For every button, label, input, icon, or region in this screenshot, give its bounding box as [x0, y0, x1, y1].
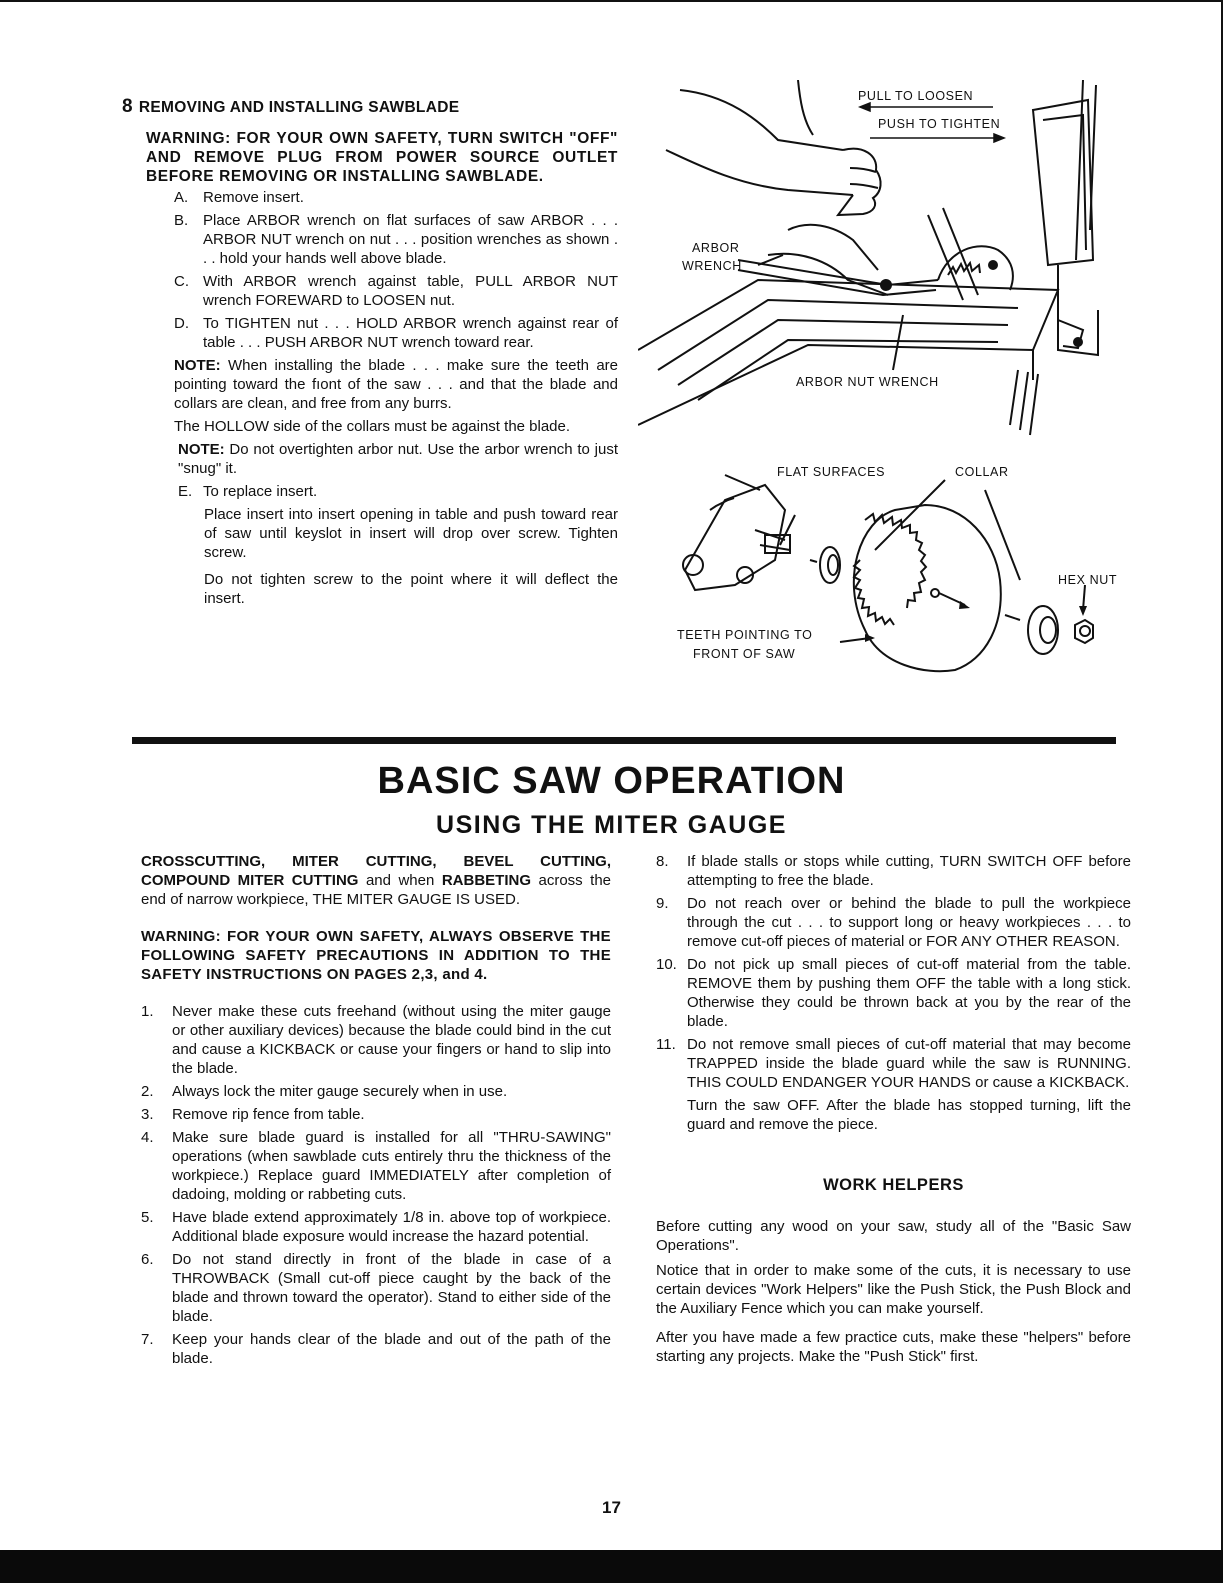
wrench-label: WRENCH: [682, 259, 742, 273]
push-to-tighten-label: PUSH TO TIGHTEN: [878, 117, 1001, 131]
step-text: To replace insert.: [203, 483, 318, 500]
arbor-nut-wrench-label: ARBOR NUT WRENCH: [796, 375, 939, 389]
hex-nut-label: HEX NUT: [1058, 573, 1118, 587]
teeth-pointing-label: TEETH POINTING TO: [677, 628, 813, 642]
step-label: B.: [174, 212, 189, 229]
step-text: With ARBOR wrench against table, PULL ARBOR NUT wrench FOREWARD to LOOSEN nut.: [203, 273, 618, 309]
section-title-text: REMOVING AND INSTALLING SAWBLADE: [138, 99, 460, 116]
right-column: [656, 852, 1131, 1372]
step-label: E.: [178, 483, 193, 500]
work-helpers-paragraph: Before cutting any wood on your saw, study all of the "Basic Saw Operations".: [656, 1218, 1131, 1254]
step-label: D.: [174, 315, 189, 332]
intro-text: across the end of narrow workpiece, THE MITER GAUGE IS USED.: [141, 872, 612, 908]
intro-bold: RABBETING: [441, 872, 531, 889]
step-label: C.: [174, 273, 189, 290]
item-text: Always lock the miter gauge securely when in use.: [172, 1083, 508, 1100]
collar-label: COLLAR: [955, 465, 1009, 479]
list-item: [141, 1128, 611, 1204]
list-item: [656, 1035, 1131, 1092]
intro-bold: CROSSCUTTING, MITER CUTTING, BEVEL CUTTING, COMPOUND MITER CUTTING: [141, 853, 611, 889]
step-c: [174, 272, 618, 310]
step-b: [174, 211, 618, 268]
item-number: 8.: [656, 853, 669, 870]
step-e-detail-2: Do not tighten screw to the point where it will deflect the insert.: [204, 571, 618, 607]
page-number: 17: [602, 1498, 621, 1517]
list-item: [141, 1208, 611, 1246]
section-divider: [132, 737, 1116, 744]
section-8: [122, 97, 618, 616]
work-helpers-paragraph: Notice that in order to make some of the cuts, it is necessary to use certain devices "Work Helpers" like the Push Stick, the Push Block and the Auxiliary Fence which you can make yourself.: [656, 1262, 1131, 1317]
item-number: 7.: [141, 1331, 154, 1348]
item-number: 10.: [656, 956, 677, 973]
note-installing: [174, 356, 618, 413]
item-text: Do not pick up small pieces of cut-off material from the table. REMOVE them by pushing them OFF the table with a long stick. Otherwise they could be thrown back at you by the rear of the blade.: [687, 956, 1131, 1030]
top-border: [0, 0, 1223, 2]
step-text: Place ARBOR wrench on flat surfaces of saw ARBOR . . . ARBOR NUT wrench on nut . . . position wrenches as shown . . . hold your hands well above blade.: [203, 212, 618, 267]
list-item: [141, 1105, 611, 1124]
blade-assembly-illustration: [665, 460, 1135, 690]
note-text: When installing the blade . . . make sure the teeth are pointing toward the fıont of the saw . . . and that the blade and collars are clean, and free from any burrs.: [174, 357, 618, 412]
section-number: 8: [122, 96, 133, 117]
step-d: [174, 314, 618, 352]
list-item: [656, 955, 1131, 1031]
item-number: 2.: [141, 1083, 154, 1100]
flat-surfaces-label: FLAT SURFACES: [777, 465, 886, 479]
step-label: A.: [174, 189, 189, 206]
item-text: Make sure blade guard is installed for all "THRU-SAWING" operations (when sawblade cuts entirely thru the thickness of the workpiece.) Replace guard IMMEDIATELY after completion of dadoing, molding or rabbeting cuts.: [172, 1129, 611, 1203]
list-item: [141, 1330, 611, 1368]
intro-text: and when: [358, 872, 442, 889]
work-helpers-paragraph: After you have made a few practice cuts, make these "helpers" before starting any projects. Make the "Push Stick" first.: [656, 1329, 1131, 1365]
step-e: [178, 482, 618, 501]
item-number: 6.: [141, 1251, 154, 1268]
left-column: [141, 852, 611, 1372]
list-item: [656, 852, 1131, 890]
item-text: Remove rip fence from table.: [172, 1106, 365, 1123]
list-item: [141, 1250, 611, 1326]
step-a: [174, 188, 618, 207]
front-of-saw-label: FRONT OF SAW: [693, 647, 796, 661]
list-item: [656, 894, 1131, 951]
page-subheading: USING THE MITER GAUGE: [436, 811, 787, 839]
bottom-scan-band: [0, 1550, 1223, 1583]
item-number: 1.: [141, 1003, 154, 1020]
note-overtighten: [178, 440, 618, 478]
intro-paragraph: [141, 852, 611, 909]
item-text: Do not reach over or behind the blade to pull the workpiece through the cut . . . to support long or heavy workpieces . . . to remove cut-off pieces of material or FOR ANY OTHER REASON.: [687, 895, 1131, 950]
item-number: 11.: [656, 1036, 676, 1053]
hollow-side-text: The HOLLOW side of the collars must be against the blade.: [174, 418, 571, 435]
note-text: Do not overtighten arbor nut. Use the arbor wrench to just "snug" it.: [178, 441, 618, 477]
warning-text: WARNING: FOR YOUR OWN SAFETY, TURN SWITCH "OFF" AND REMOVE PLUG FROM POWER SOURCE OUTLET BEFORE REMOVING OR INSTALLING SAWBLADE.: [146, 130, 618, 185]
item-text: If blade stalls or stops while cutting, TURN SWITCH OFF before attempting to free the blade.: [687, 853, 1131, 889]
page-heading: BASIC SAW OPERATION: [377, 760, 846, 802]
section-title: [122, 97, 618, 117]
list-item: [141, 1082, 611, 1101]
item-text: Do not stand directly in front of the blade in case of a THROWBACK (Small cut-off piece caught by the back of the blade and thrown toward the operator). Stand to either side of the blade.: [172, 1251, 611, 1325]
note-label: NOTE:: [178, 441, 225, 458]
safety-warning: WARNING: FOR YOUR OWN SAFETY, ALWAYS OBSERVE THE FOLLOWING SAFETY PRECAUTIONS IN ADDITION TO THE SAFETY INSTRUCTIONS ON PAGES 2,3, and 4.: [141, 928, 611, 983]
item-text: Do not remove small pieces of cut-off material that may become TRAPPED inside the blade guard while the saw is RUNNING. THIS COULD ENDANGER YOUR HANDS or cause a KICKBACK.: [687, 1036, 1131, 1091]
step-list: [174, 188, 618, 352]
step-text: To TIGHTEN nut . . . HOLD ARBOR wrench against rear of table . . . PUSH ARBOR NUT wrench toward rear.: [203, 315, 618, 351]
item-text: Never make these cuts freehand (without using the miter gauge or other auxiliary devices) because the blade could bind in the cut and cause a KICKBACK or cause your fingers or hand to slip into the blade.: [172, 1003, 611, 1077]
item-11-extra: Turn the saw OFF. After the blade has stopped turning, lift the guard and remove the piece.: [687, 1097, 1131, 1133]
work-helpers-heading: WORK HELPERS: [823, 1176, 964, 1194]
item-text: Keep your hands clear of the blade and out of the path of the blade.: [172, 1331, 611, 1367]
item-number: 3.: [141, 1106, 154, 1123]
note-label: NOTE:: [174, 357, 221, 374]
item-number: 4.: [141, 1129, 154, 1146]
step-text: Remove insert.: [203, 189, 304, 206]
wrench-illustration: [638, 80, 1108, 440]
item-number: 9.: [656, 895, 669, 912]
list-item: [141, 1002, 611, 1078]
pull-to-loosen-label: PULL TO LOOSEN: [858, 89, 974, 103]
item-number: 5.: [141, 1209, 154, 1226]
item-text: Have blade extend approximately 1/8 in. above top of workpiece. Additional blade exposure would increase the hazard potential.: [172, 1209, 611, 1245]
step-e-detail-1: Place insert into insert opening in table and push toward rear of saw until keyslot in insert will drop over screw. Tighten screw.: [204, 506, 618, 561]
arbor-label: ARBOR: [692, 241, 740, 255]
